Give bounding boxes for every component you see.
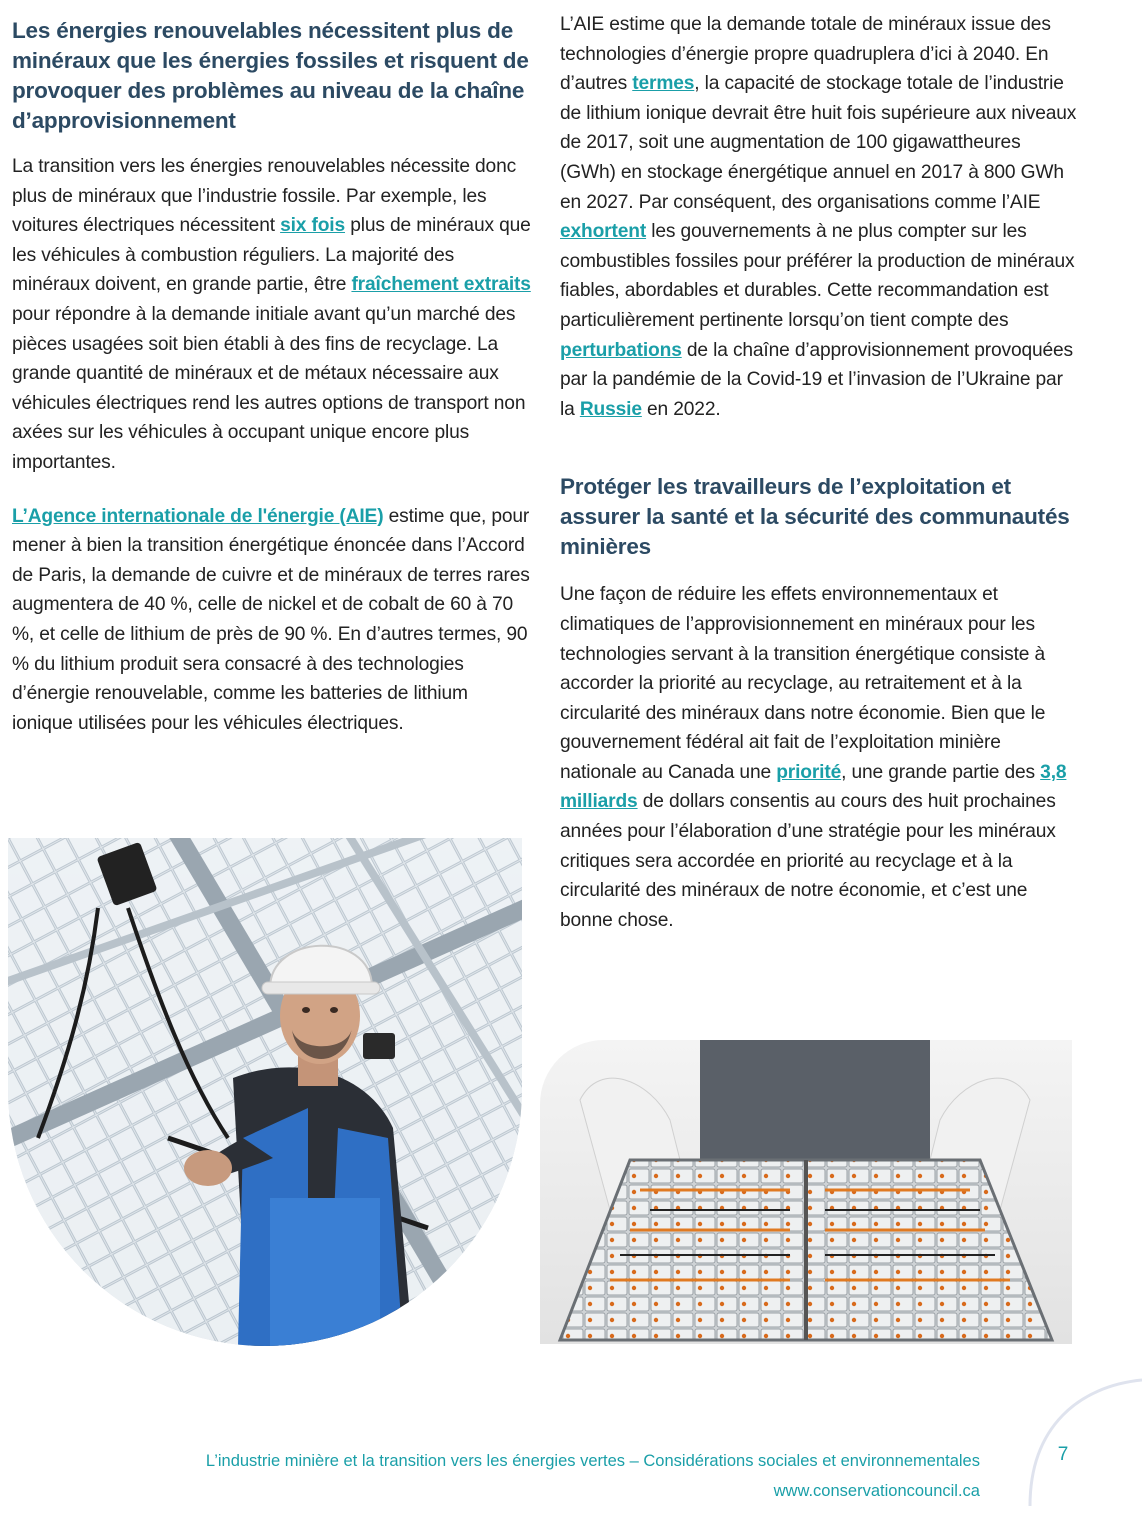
section-heading-workers: Protéger les travailleurs de l’exploitation et assurer la santé et la sécurité des communautés minières	[560, 474, 1070, 560]
link-perturbations[interactable]: perturbations	[560, 339, 682, 361]
battery-pack-illustration	[540, 1040, 1072, 1344]
section-heading-renewables: Les énergies renouvelables nécessitent plus de minéraux que les énergies fossiles et risquent de provoquer des problèmes au niveau de la chaîne d’approvisionnement	[12, 18, 529, 133]
link-fraichement-extraits[interactable]: fraîchement extraits	[351, 274, 531, 296]
link-exhortent[interactable]: exhortent	[560, 221, 647, 243]
text-segment: La transition vers les énergies renouvelables nécessite donc plus de minéraux que l’industrie fossile. Par exemple, les voitures électriques nécessitent	[12, 156, 517, 237]
photo-battery-pack	[540, 1040, 1072, 1344]
page-number: 7	[1057, 1444, 1069, 1465]
footer-title: L’industrie minière et la transition vers les énergies vertes – Considérations sociales et environnementales	[205, 1452, 980, 1470]
text-segment: les gouvernements à ne plus compter sur les combustibles fossiles pour préférer la production de minéraux fiables, abordables et durables. Cette recommandation est particulièrement pertinente lorsqu’on tient compte des	[560, 221, 1075, 331]
text-segment: de dollars consentis au cours des huit prochaines années pour l’élaboration d’une stratégie pour les minéraux critiques sera accordée en priorité au recyclage et à la circularité des minéraux de notre économie, et c’est une bonne chose.	[560, 791, 1056, 931]
text-segment: , la capacité de stockage totale de l’industrie de lithium ionique devrait être huit fois supérieure aux niveaux de 2017, soit une augmentation de 100 gigawattheures (GWh) en stockage énergétique annuel en 2017 à 800 GWh en 2027. Par conséquent, des organisations comme l’AIE	[560, 73, 1077, 213]
link-aie[interactable]: L’Agence internationale de l'énergie (AIE)	[12, 505, 384, 527]
link-priorite[interactable]: priorité	[776, 761, 842, 783]
text-segment: plus de minéraux que les véhicules à combustion réguliers. La majorité des minéraux doivent, en grande partie, être	[12, 215, 531, 296]
link-termes[interactable]: termes	[632, 73, 695, 95]
text-segment: pour répondre à la demande initiale avant qu’un marché des pièces usagées soit bien établi à des fins de recyclage. La grande quantité de minéraux et de métaux nécessaire aux véhicules électriques rend les autres options de transport non axées sur les véhicules à occupant unique encore plus importantes.	[12, 303, 526, 473]
paragraph-aie-demand	[12, 502, 532, 739]
text-segment: , une grande partie des	[841, 761, 1041, 783]
text-segment: L’AIE estime que la demande totale de minéraux issue des technologies d’énergie propre quadruplera d’ici à 2040. En d’autres	[560, 14, 1051, 95]
left-column	[12, 0, 532, 738]
link-six-fois[interactable]: six fois	[280, 215, 346, 237]
footer-url-link[interactable]: www.conservationcouncil.ca	[773, 1482, 980, 1500]
paragraph-recycling	[560, 580, 1080, 935]
text-segment: estime que, pour mener à bien la transition énergétique énoncée dans l’Accord de Paris, la demande de cuivre et de minéraux de terres rares augmentera de 40 %, celle de nickel et de cobalt de 60 à 70 %, et celle de lithium de près de 90 %. En d’autres termes, 90 % du lithium produit sera consacré à des technologies d’énergie renouvelable, comme les batteries de lithium ionique utilisées pour les véhicules électriques.	[12, 505, 530, 734]
solar-worker-illustration	[8, 838, 522, 1346]
photo-solar-worker	[8, 838, 522, 1346]
text-segment: de la chaîne d’approvisionnement provoquées par la pandémie de la Covid-19 et l’invasion de l’Ukraine par la	[560, 339, 1073, 420]
text-segment: en 2022.	[641, 398, 721, 420]
paragraph-aie-storage	[560, 10, 1080, 424]
link-russie[interactable]: Russie	[579, 398, 642, 420]
text-segment: Une façon de réduire les effets environnementaux et climatiques de l’approvisionnement en minéraux pour les technologies servant à la transition énergétique consiste à accorder la priorité au recyclage, au retraitement et à la circularité des minéraux dans notre économie. Bien que le gouvernement fédéral ait fait de l’exploitation minière nationale au Canada une	[560, 584, 1046, 783]
right-column	[560, 0, 1080, 935]
paragraph-minerals	[12, 152, 532, 478]
link-3-8-milliards[interactable]: 3,8 milliards	[560, 761, 1067, 813]
